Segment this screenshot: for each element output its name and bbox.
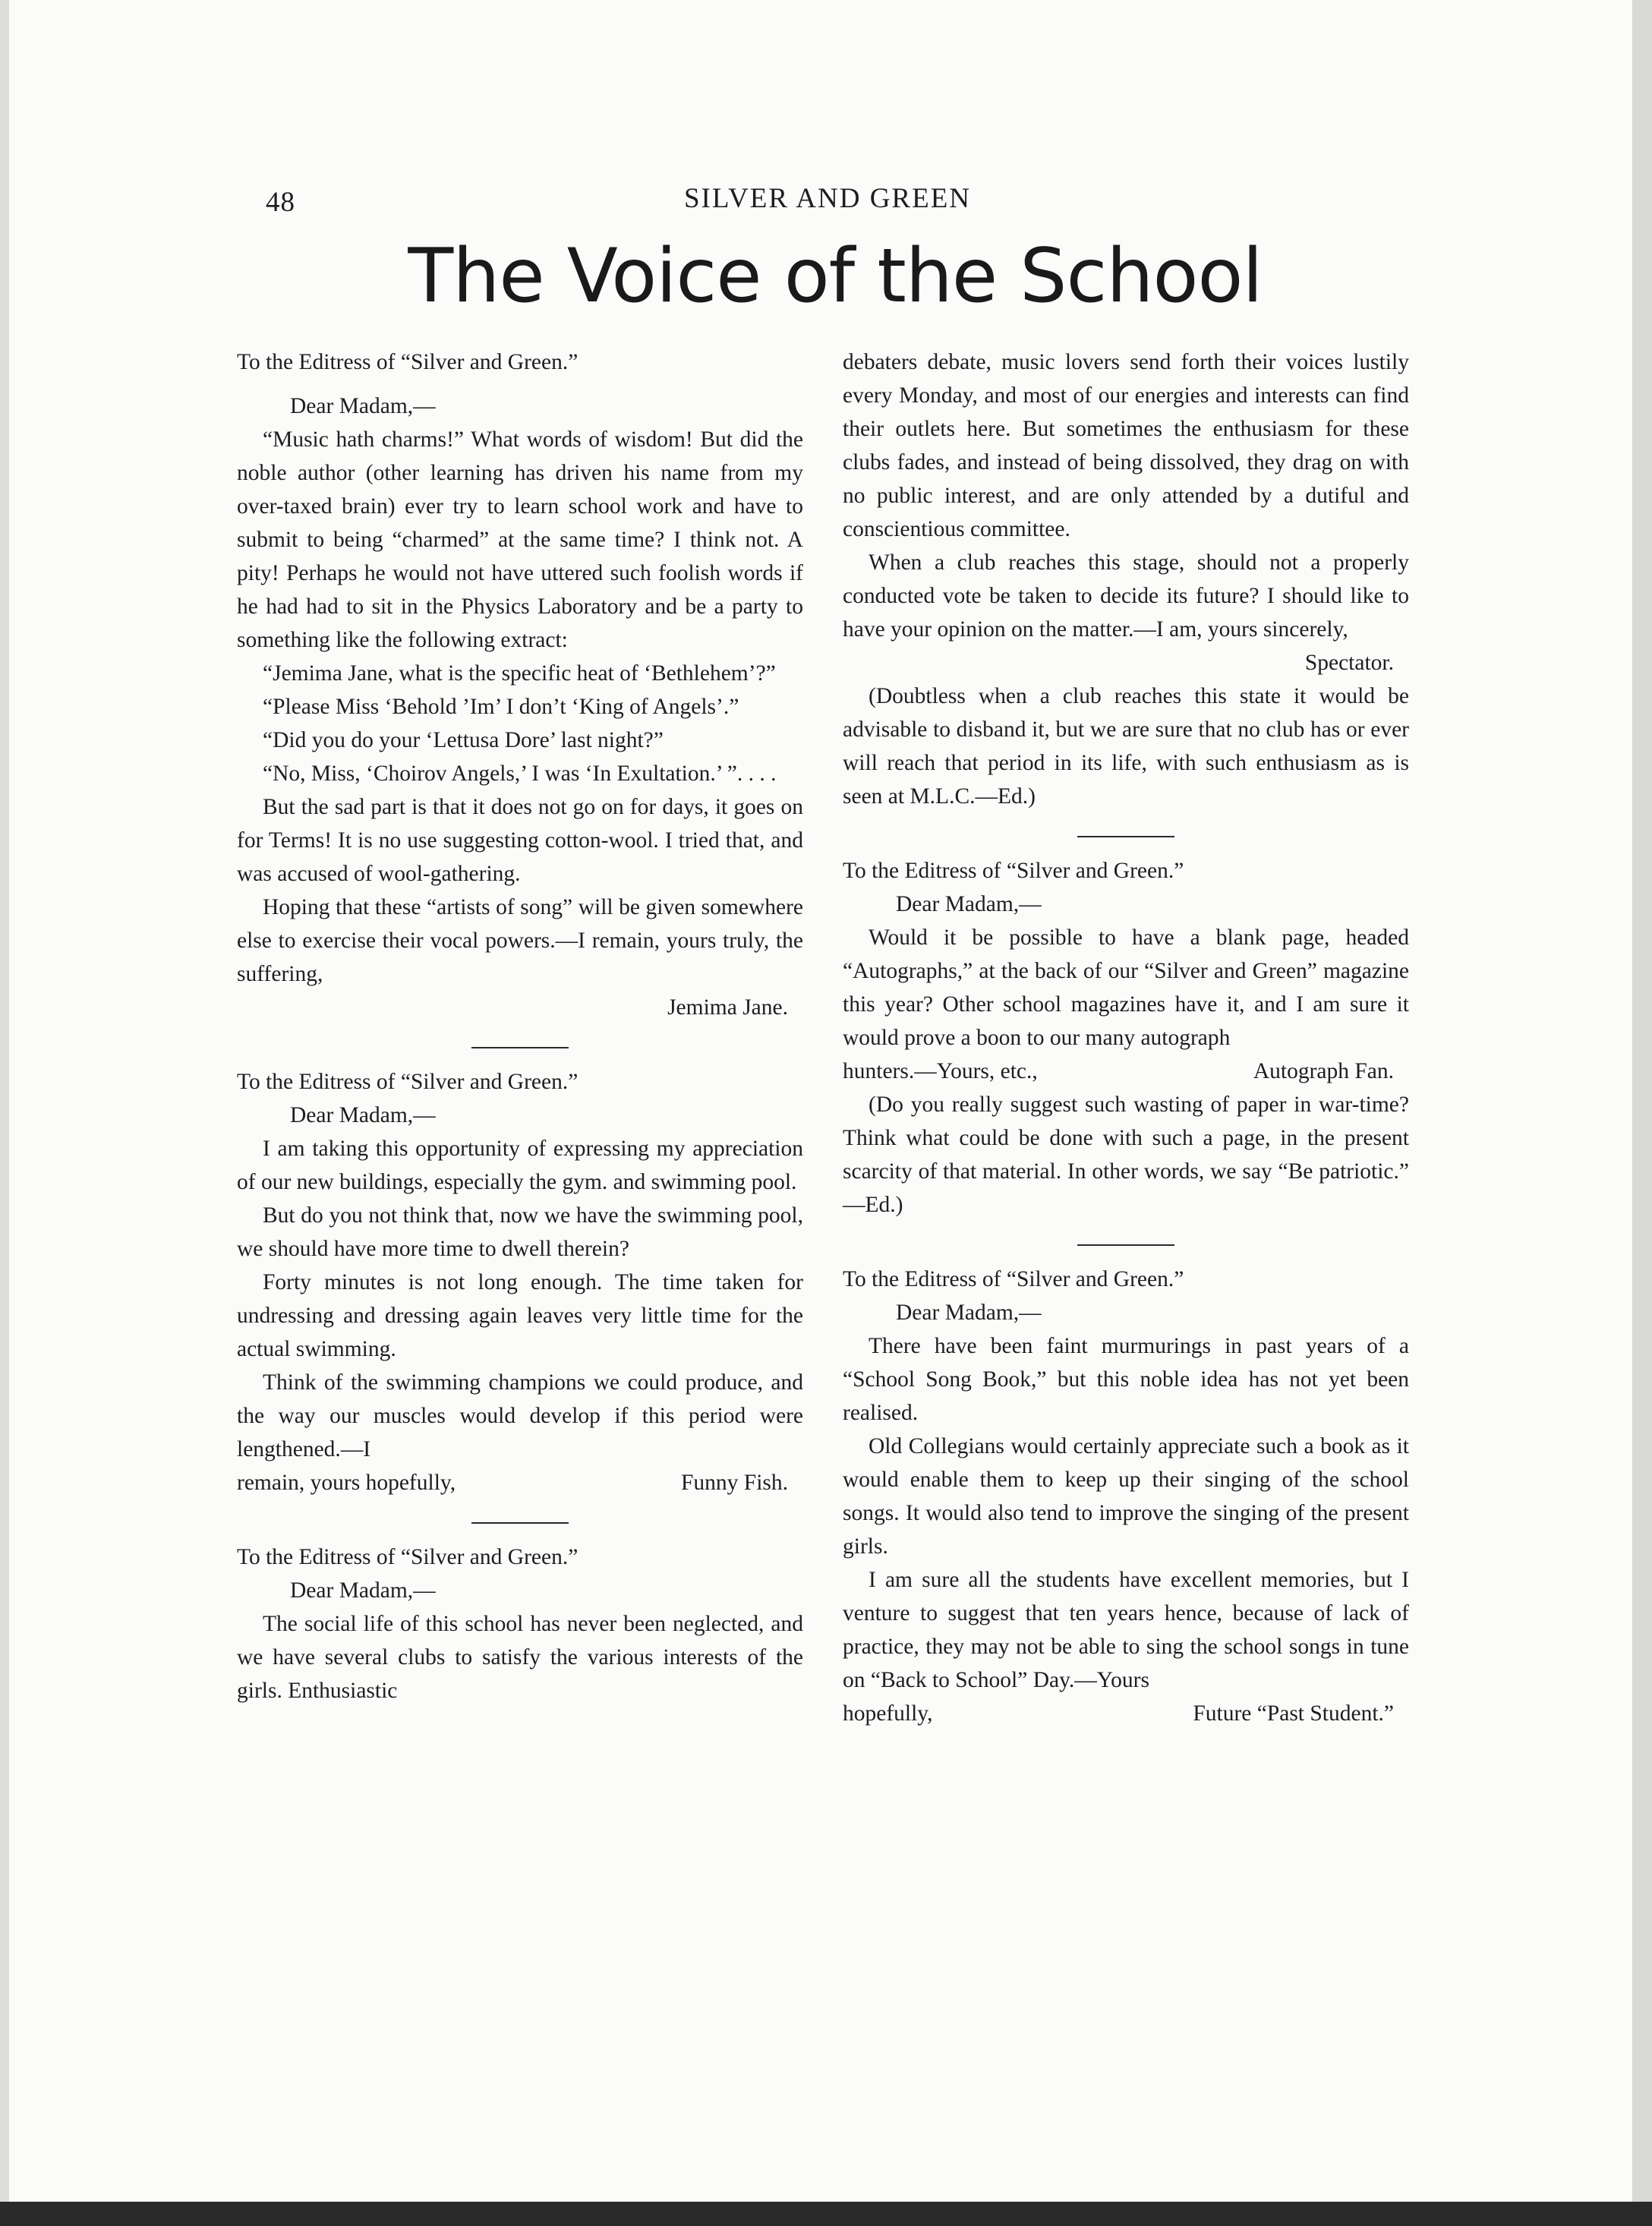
editor-reply: (Do you really suggest such wasting of paper in war-time? Think what could be done with such a page, in the present scarcity of that material. In other words, we say “Be patriotic.” —Ed.) bbox=[843, 1093, 1409, 1217]
letter1-paragraph: But the sad part is that it does not go on for days, it goes on for Terms! It is no use suggesting cotton-wool. I tried that, and was accused of wool-gathering. bbox=[237, 795, 803, 886]
letter5-paragraph: I am sure all the students have excellent memories, but I venture to suggest that ten years hence, because of lack of practice, they may not be able to sing the school songs in tune on “Back to School” Day.—Yours bbox=[843, 1568, 1409, 1692]
letter5-closing-line bbox=[843, 1697, 1409, 1730]
page-bottom-edge bbox=[0, 2202, 1652, 2226]
letter5-paragraph: There have been faint murmurings in past years of a “School Song Book,” but this noble idea has not yet been realised. bbox=[843, 1334, 1409, 1425]
letter2-paragraph: Forty minutes is not long enough. The time taken for undressing and dressing again leaves very little time for the actual swimming. bbox=[237, 1270, 803, 1361]
letter1-paragraph: Hoping that these “artists of song” will be given somewhere else to exercise their vocal powers.—I remain, yours truly, the suffering, bbox=[237, 895, 803, 986]
letter3-salutation: Dear Madam,— bbox=[290, 1578, 436, 1603]
letter5-paragraph: Old Collegians would certainly appreciate such a book as it would enable them to keep up their singing of the school songs. It would also tend to improve the singing of the present girls. bbox=[843, 1434, 1409, 1559]
letter1-signature: Jemima Jane. bbox=[667, 995, 788, 1020]
letter1-salutation: Dear Madam,— bbox=[290, 394, 436, 418]
right-column bbox=[843, 345, 1409, 1730]
letter2-signature: Funny Fish. bbox=[681, 1471, 788, 1495]
page-title: The Voice of the School bbox=[408, 233, 1263, 320]
letter1-address: To the Editress of “Silver and Green.” bbox=[237, 350, 579, 374]
letter1-paragraph: “Please Miss ‘Behold ’Im’ I don’t ‘King of Angels’.” bbox=[263, 695, 739, 719]
letter2-salutation: Dear Madam,— bbox=[290, 1103, 436, 1127]
section-divider bbox=[471, 1522, 569, 1524]
letter5-closing: hopefully, bbox=[843, 1701, 933, 1726]
letter2-paragraph: I am taking this opportunity of expressing my appreciation of our new buildings, especially the gym. and swimming pool. bbox=[237, 1137, 803, 1194]
letter4-salutation: Dear Madam,— bbox=[896, 892, 1042, 916]
page-left-edge bbox=[0, 0, 9, 2226]
letter4-closing-line bbox=[843, 1055, 1409, 1088]
letter5-signature: Future “Past Student.” bbox=[1193, 1701, 1394, 1726]
section-divider bbox=[1077, 836, 1174, 837]
page-number: 48 bbox=[266, 187, 295, 218]
letter4-closing: hunters.—Yours, etc., bbox=[843, 1059, 1038, 1083]
running-head: SILVER AND GREEN bbox=[683, 183, 972, 214]
letter3-address: To the Editress of “Silver and Green.” bbox=[237, 1545, 579, 1569]
left-column bbox=[237, 345, 803, 1707]
editor-reply: (Doubtless when a club reaches this state it would be advisable to disband it, but we are sure that no club has or ever will reach that period in its life, with such enthusiasm as is seen at M.L.C.—Ed.) bbox=[843, 684, 1409, 809]
letter2-closing: remain, yours hopefully, bbox=[237, 1471, 456, 1495]
letter5-address: To the Editress of “Silver and Green.” bbox=[843, 1267, 1184, 1291]
letter3-paragraph: The social life of this school has never been neglected, and we have several clubs to satisfy the various interests of the girls. Enthusiastic bbox=[237, 1612, 803, 1703]
letter1-paragraph: “No, Miss, ‘Choirov Angels,’ I was ‘In Exultation.’ ”. . . . bbox=[263, 761, 777, 786]
section-divider bbox=[471, 1047, 569, 1048]
letter1-paragraph: “Did you do your ‘Lettusa Dore’ last night?” bbox=[263, 728, 664, 752]
letter2-address: To the Editress of “Silver and Green.” bbox=[237, 1070, 579, 1094]
letter2-paragraph: But do you not think that, now we have the swimming pool, we should have more time to dwell therein? bbox=[237, 1203, 803, 1261]
letter2-paragraph: Think of the swimming champions we could produce, and the way our muscles would develop if this period were lengthened.—I bbox=[237, 1370, 803, 1461]
letter2-closing-line bbox=[237, 1466, 803, 1499]
letter1-paragraph: “Jemima Jane, what is the specific heat of ‘Bethlehem’?” bbox=[263, 661, 776, 686]
letter3-paragraph: When a club reaches this stage, should not a properly conducted vote be taken to decide its future? I should like to have your opinion on the matter.—I am, yours sincerely, bbox=[843, 550, 1409, 642]
page-right-edge bbox=[1632, 0, 1652, 2226]
letter4-paragraph: Would it be possible to have a blank page, headed “Autographs,” at the back of our “Silver and Green” magazine this year? Other school magazines have it, and I am sure it would prove a boon to our many autograph bbox=[843, 925, 1409, 1050]
letter1-paragraph: “Music hath charms!” What words of wisdom! But did the noble author (other learning has driven his name from my over-taxed brain) ever try to learn school work and have to submit to being “charmed” at the same time? I think not. A pity! Perhaps he would not have uttered such foolish words if he had had to sit in the Physics Laboratory and be a party to something like the following extract: bbox=[237, 427, 803, 652]
letter3-paragraph: debaters debate, music lovers send forth their voices lustily every Monday, and most of our energies and interests can find their outlets here. But sometimes the enthusiasm for these clubs fades, and instead of being dissolved, they drag on with no public interest, and are only attended by a dutiful and conscientious committee. bbox=[843, 350, 1409, 541]
letter4-address: To the Editress of “Silver and Green.” bbox=[843, 859, 1184, 883]
section-divider bbox=[1077, 1244, 1174, 1246]
letter3-signature: Spectator. bbox=[1304, 651, 1394, 675]
letter5-salutation: Dear Madam,— bbox=[896, 1301, 1042, 1325]
letter4-signature: Autograph Fan. bbox=[1253, 1059, 1394, 1083]
